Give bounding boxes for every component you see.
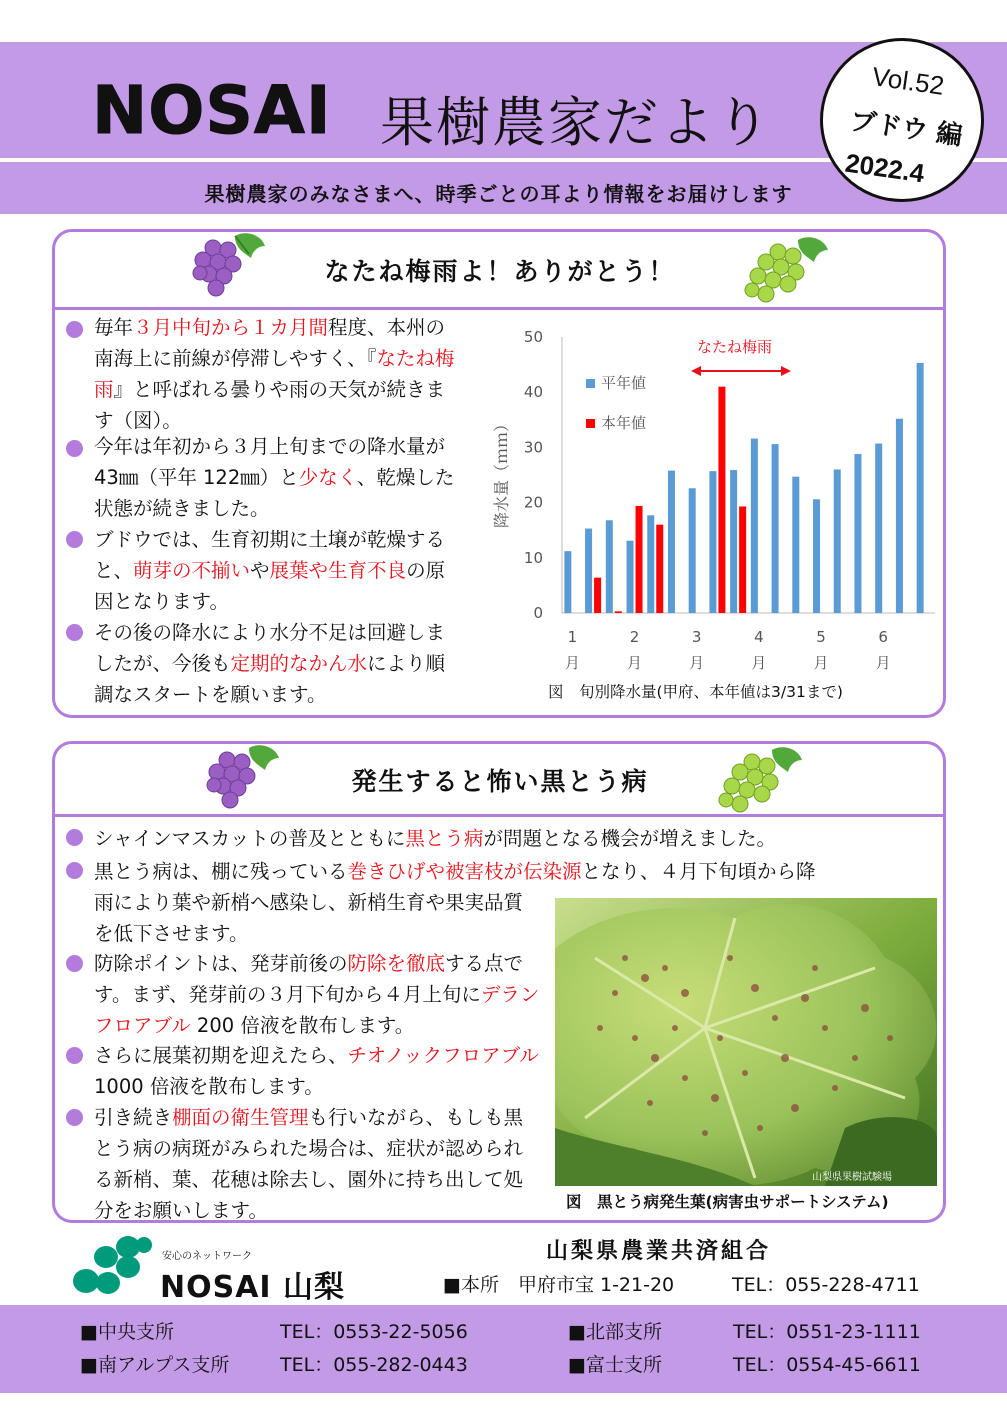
highlight-run: 萌芽の不揃い (133, 559, 251, 582)
y-tick-label: 40 (523, 383, 543, 402)
paragraph-3 (94, 524, 464, 617)
bar-normal (792, 477, 799, 613)
text-run: 200 倍液を散布します。 (190, 1014, 415, 1037)
branch-tel: TEL：0551-23-1111 (733, 1321, 921, 1343)
bar-current (636, 506, 643, 613)
paragraph-5 (94, 823, 944, 854)
purple-grape-icon (183, 228, 273, 306)
branch-tel: TEL：055-282-0443 (280, 1354, 468, 1376)
legend-label-current: 本年値 (601, 414, 647, 432)
x-tick-unit: 月 (813, 654, 829, 672)
highlight-run: なたね梅雨 (94, 347, 455, 401)
x-tick-label: 2 (629, 628, 640, 646)
tagline: 果樹農家のみなさまへ、時季ごとの耳より情報をお届けします (204, 182, 793, 206)
text-run: する点です。まず、発芽前の３月下旬から４月上旬に (94, 952, 524, 1006)
branch-name: ■南アルプス支所 (80, 1354, 230, 1376)
bullet-dot (66, 531, 83, 548)
branch-name: ■富士支所 (568, 1354, 662, 1376)
bar-normal (751, 439, 758, 613)
highlight-run: ３月中旬から１カ月間 (133, 316, 329, 339)
volume-number: Vol.52 (870, 61, 947, 101)
branch-tel: TEL：0554-45-6611 (733, 1354, 921, 1376)
x-tick-label: 6 (878, 628, 888, 646)
issue-date: 2022.4 (843, 147, 927, 189)
text-run: となり、４月下旬頃から降 (581, 860, 816, 883)
bar-current (718, 387, 725, 613)
highlight-run: 黒とう病 (405, 827, 484, 850)
paragraph-4 (94, 617, 464, 710)
bar-current (739, 506, 746, 613)
bar-normal (647, 515, 654, 613)
x-tick-unit: 月 (751, 654, 767, 672)
highlight-run: 展葉や生育不良 (269, 559, 407, 582)
section-title: なたね梅雨よ！ありがとう！ (324, 257, 676, 286)
bar-normal (834, 469, 841, 613)
highlight-run: 防除を徹底 (347, 952, 446, 975)
highlight-run: デランフロアブル (94, 983, 540, 1037)
y-tick-label: 50 (523, 328, 543, 346)
highlight-run: 棚面の衛生管理 (172, 1106, 309, 1129)
main-office-tel: TEL：055-228-4711 (732, 1274, 920, 1296)
bar-normal (709, 471, 716, 613)
bar-current (594, 578, 601, 613)
annotation-label: なたね梅雨 (697, 338, 773, 356)
paragraph-2 (94, 431, 464, 524)
bullet-dot (66, 624, 83, 641)
bar-normal (917, 363, 924, 613)
text-run: により順調なスタートを願います。 (94, 652, 446, 706)
bar-normal (668, 471, 675, 613)
bar-normal (606, 520, 613, 613)
text-run: ブドウでは、生育初期に土壌が乾燥すると、 (94, 528, 446, 582)
highlight-run: 少なく (298, 466, 357, 489)
bar-normal (689, 488, 696, 613)
nosai-logo-mark (70, 1233, 160, 1297)
text-run: さらに展葉初期を迎えたら、 (94, 1044, 348, 1067)
brand-logo: NOSAI (92, 72, 332, 149)
rainfall-bar-chart (485, 318, 940, 708)
text-run: 毎年 (94, 316, 134, 339)
bar-normal (564, 551, 571, 613)
bar-current (656, 525, 663, 613)
annotation-arrow (691, 366, 791, 376)
branch-tel: TEL：0553-22-5056 (280, 1321, 468, 1343)
bullet-dot (66, 1109, 83, 1126)
green-grape-icon (712, 742, 812, 820)
section-title: 発生すると怖い黒とう病 (351, 767, 649, 796)
x-tick-label: 4 (754, 628, 764, 646)
text-run: 、乾燥した状態が続きました。 (94, 466, 455, 520)
bar-normal (772, 444, 779, 613)
y-tick-label: 10 (523, 548, 543, 567)
bar-normal (854, 454, 861, 613)
bar-normal (730, 470, 737, 613)
highlight-run: 定期的なかん水 (230, 652, 368, 675)
x-tick-label: 5 (816, 628, 826, 646)
text-run: 』と呼ばれる曇りや雨の天気が続きます（図）。 (94, 378, 446, 432)
legend-label-normal: 平年値 (601, 374, 647, 392)
legend-swatch-current (586, 419, 595, 428)
green-grape-icon (738, 232, 838, 310)
organization-name: 山梨県農業共済組合 (546, 1239, 772, 1264)
bullet-dot (66, 955, 83, 972)
text-run: 1000 倍液を散布します。 (94, 1075, 324, 1098)
bar-normal (896, 419, 903, 613)
text-run: シャインマスカットの普及とともに (94, 827, 406, 850)
x-tick-unit: 月 (564, 654, 580, 672)
x-tick-unit: 月 (689, 654, 705, 672)
paragraph-7 (94, 948, 550, 1041)
bar-current (615, 611, 622, 613)
bullet-dot (66, 321, 83, 338)
y-tick-label: 20 (523, 493, 543, 512)
x-tick-label: 1 (567, 628, 578, 646)
paragraph-8 (94, 1040, 542, 1102)
bar-normal (585, 529, 592, 613)
bar-normal (813, 499, 820, 613)
bar-normal (875, 444, 882, 613)
photo-caption: 図 黒とう病発生葉(病害虫サポートシステム) (566, 1193, 889, 1211)
text-run: の原因となります。 (94, 559, 446, 613)
text-run: 今年は年初から３月上旬までの降水量が 43㎜（平年 122㎜）と (94, 435, 446, 489)
y-tick-label: 0 (533, 604, 543, 622)
logo-text: NOSAI 山梨 (160, 1270, 346, 1305)
paragraph-9 (94, 1102, 542, 1226)
text-run: 黒とう病は、棚に残っている (94, 860, 348, 883)
text-run: 防除ポイントは、発芽前後の (94, 952, 348, 975)
edition-label: ブドウ 編 (848, 106, 965, 152)
y-axis-label: 降水量（ｍｍ） (492, 415, 511, 528)
bullet-dot (66, 1047, 83, 1064)
text-run: が問題となる機会が増えました。 (483, 827, 776, 850)
bullet-dot (66, 829, 83, 846)
chart-caption: 図 旬別降水量(甲府、本年値は3/31まで) (548, 683, 843, 701)
paragraph-6 (94, 856, 944, 887)
text-run: 程度、本州の南海上に前線が停滞しやすく、『 (94, 316, 446, 370)
paragraph-1 (94, 312, 464, 436)
logo-subtitle: 安心のネットワーク (162, 1251, 252, 1262)
highlight-run: 巻きひげや被害枝が伝染源 (347, 860, 582, 883)
text-run: その後の降水により水分不足は回避しましたが、今後も (94, 621, 446, 675)
photo-credit: 山梨県果樹試験場 (812, 1172, 892, 1183)
y-tick-label: 30 (523, 438, 543, 457)
newsletter-title: 果樹農家だより (380, 91, 772, 154)
text-run: や (250, 559, 270, 582)
bar-normal (627, 541, 634, 613)
x-tick-unit: 月 (627, 654, 643, 672)
x-tick-label: 3 (691, 628, 702, 646)
branch-name: ■中央支所 (80, 1321, 174, 1343)
highlight-run: チオノックフロアブル (347, 1044, 539, 1067)
text-run: も行いながら、もしも黒とう病の病斑がみられた場合は、症状が認められる新梢、葉、花穂は除去し、園外に持ち出して処分をお願いします。 (94, 1106, 524, 1222)
purple-grape-icon (197, 740, 287, 818)
bullet-dot (66, 862, 83, 879)
x-tick-unit: 月 (875, 654, 891, 672)
grape-leaf-photo (555, 898, 937, 1186)
branch-name: ■北部支所 (568, 1321, 662, 1343)
bullet-dot (66, 440, 83, 457)
text-run: 引き続き (94, 1106, 173, 1129)
main-office-address: ■本所 甲府市宝 1-21-20 (443, 1274, 675, 1296)
paragraph-6-continued: 雨により葉や新梢へ感染し、新梢生育や果実品質を低下させます。 (94, 891, 524, 945)
legend-swatch-normal (586, 379, 595, 388)
